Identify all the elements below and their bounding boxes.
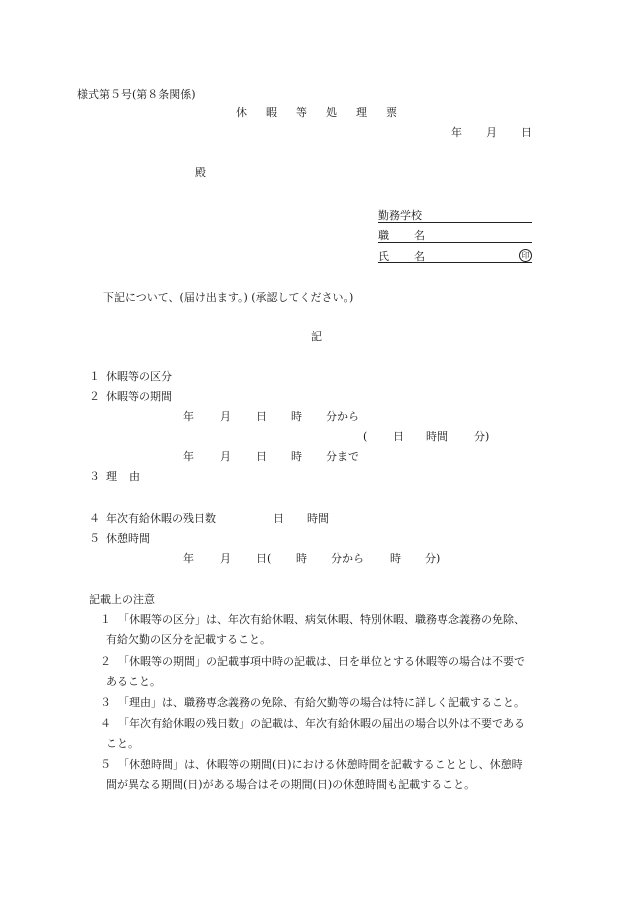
item-number: ３ <box>89 470 100 483</box>
remaining-day: 日 <box>273 512 284 525</box>
form-number: 様式第５号(第８条関係) <box>77 88 196 101</box>
duration-open-paren: ( <box>363 430 368 443</box>
note-number: ５ <box>100 758 111 771</box>
note-number: １ <box>100 613 111 626</box>
title-char: 処 <box>326 106 337 119</box>
from-hour: 時 <box>291 410 302 423</box>
to-day: 日 <box>256 450 267 463</box>
note-number: ２ <box>100 655 111 668</box>
item-number: １ <box>89 370 100 383</box>
break-from-minute: 分から <box>331 552 364 565</box>
item-label-break-time: 休憩時間 <box>106 532 150 545</box>
item-number: ５ <box>89 532 100 545</box>
ki-heading: 記 <box>311 330 322 343</box>
duration-minute: 分) <box>474 430 490 443</box>
remaining-hour: 時間 <box>307 512 329 525</box>
note-text: 「理由」は、職務専念義務の免除、有給欠勤等の場合は特に詳しく記載すること。 <box>118 696 525 709</box>
from-year: 年 <box>183 410 194 423</box>
request-sentence: 下記について、(届け出ます。) (承認してください。) <box>103 291 354 304</box>
notes-heading: 記載上の注意 <box>89 593 155 606</box>
item-number: ２ <box>89 390 100 403</box>
to-month: 月 <box>220 450 231 463</box>
note-number: ３ <box>100 696 111 709</box>
to-hour: 時 <box>291 450 302 463</box>
position-underline[interactable] <box>378 242 532 243</box>
duration-hour: 時間 <box>426 430 448 443</box>
name-label-char: 名 <box>414 250 425 263</box>
note-text: 「休暇等の期間」の記載事項中時の記載は、日を単位とする休暇等の場合は不要で <box>118 655 525 668</box>
school-label: 勤務学校 <box>378 209 422 222</box>
break-month: 月 <box>220 552 231 565</box>
date-year: 年 <box>451 126 462 139</box>
title-char: 休 <box>236 106 247 119</box>
from-month: 月 <box>220 410 231 423</box>
duration-day: 日 <box>393 430 404 443</box>
item-label-reason-char: 由 <box>129 470 140 483</box>
item-label-category: 休暇等の区分 <box>106 370 172 383</box>
break-year: 年 <box>183 552 194 565</box>
item-label-remaining-leave: 年次有給休暇の残日数 <box>106 512 216 525</box>
note-text: 有給欠勤の区分を記載すること。 <box>106 633 271 646</box>
position-label-char: 職 <box>378 229 389 242</box>
name-underline[interactable] <box>378 262 532 263</box>
note-text: 「休憩時間」は、休暇等の期間(日)における休憩時間を記載することとし、休憩時 <box>118 758 523 771</box>
date-day: 日 <box>521 126 532 139</box>
note-text: あること。 <box>106 675 161 688</box>
to-year: 年 <box>183 450 194 463</box>
seal-icon: 印 <box>519 249 532 262</box>
break-from-hour: 時 <box>296 552 307 565</box>
to-minute: 分まで <box>326 450 359 463</box>
title-char: 等 <box>296 106 307 119</box>
from-day: 日 <box>256 410 267 423</box>
name-label-char: 氏 <box>378 250 389 263</box>
title-char: 票 <box>386 106 397 119</box>
item-label-reason-char: 理 <box>106 470 117 483</box>
item-label-period: 休暇等の期間 <box>106 390 172 403</box>
note-number: ４ <box>100 717 111 730</box>
from-minute: 分から <box>326 410 359 423</box>
break-day: 日( <box>256 552 272 565</box>
addressee-suffix: 殿 <box>195 166 206 179</box>
note-text: 間が異なる期間(日)がある場合はその期間(日)の休憩時間も記載すること。 <box>106 778 476 791</box>
position-label-char: 名 <box>414 229 425 242</box>
school-underline[interactable] <box>378 222 532 223</box>
break-to-minute: 分) <box>425 552 441 565</box>
item-number: ４ <box>89 512 100 525</box>
note-text: こと。 <box>106 737 139 750</box>
title-char: 理 <box>356 106 367 119</box>
date-month: 月 <box>486 126 497 139</box>
note-text: 「年次有給休暇の残日数」の記載は、年次有給休暇の届出の場合以外は不要である <box>118 717 525 730</box>
note-text: 「休暇等の区分」は、年次有給休暇、病気休暇、特別休暇、職務専念義務の免除、 <box>118 613 525 626</box>
break-to-hour: 時 <box>390 552 401 565</box>
title-char: 暇 <box>266 106 277 119</box>
